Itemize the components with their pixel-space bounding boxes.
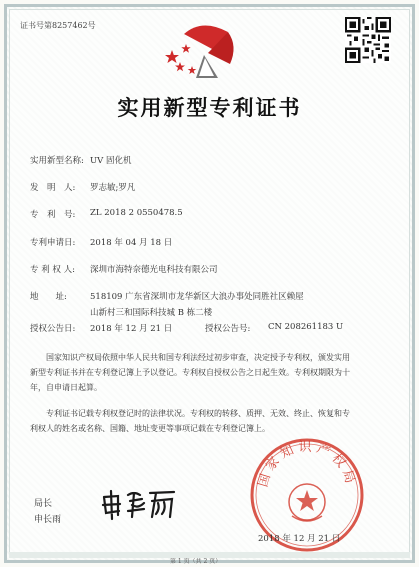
bottom-decorative-strip xyxy=(9,552,410,558)
inventor-value: 罗志敏;罗凡 xyxy=(90,183,136,193)
filing-date-label: 专利申请日: xyxy=(30,238,76,248)
grant-date-label: 授权公告日: xyxy=(30,324,76,334)
handwritten-signature-icon xyxy=(100,487,178,521)
address-line-1: 518109 广东省深圳市龙华新区大浪办事处同胜社区赖屋 xyxy=(90,292,304,302)
qr-code-icon xyxy=(345,17,391,63)
patent-no-value: ZL 2018 2 0550478.5 xyxy=(90,208,183,218)
certificate-number: 证书号第8257462号 xyxy=(20,21,96,30)
patent-no-label: 专 利 号: xyxy=(30,210,76,220)
holder-label: 专 利 权 人: xyxy=(30,265,75,275)
utility-name-label: 实用新型名称: xyxy=(30,156,84,166)
utility-name-value: UV 固化机 xyxy=(90,156,132,166)
inventor-label: 发 明 人: xyxy=(30,183,76,193)
address-label: 地 址: xyxy=(30,292,67,302)
paragraph-1-line-1: 国家知识产权局依照中华人民共和国专利法经过初步审查，决定授予专利权，颁发实用 xyxy=(46,353,350,362)
grant-date-value: 2018 年 12 月 21 日 xyxy=(90,324,173,334)
paragraph-1-line-3: 年，自申请日起算。 xyxy=(30,383,102,392)
holder-value: 深圳市海特奈德光电科技有限公司 xyxy=(90,265,218,275)
grant-no-value: CN 208261183 U xyxy=(268,322,344,332)
address-line-2: 山新村三和国际科技城 B 栋二楼 xyxy=(90,308,213,318)
seal-date: 2018 年 12 月 21 日 xyxy=(258,534,341,544)
page-title: 实用新型专利证书 xyxy=(117,95,302,120)
director-name: 申长雨 xyxy=(34,515,62,525)
svg-text:国家知识产权局: 国家知识产权局 xyxy=(255,440,359,489)
cnipa-emblem-icon xyxy=(158,20,248,82)
filing-date-value: 2018 年 04 月 18 日 xyxy=(90,238,173,248)
page-indicator: 第 1 页（共 2 页） xyxy=(170,558,222,565)
paragraph-2-line-2: 利权人的姓名或名称、国籍、地址变更等事项记载在专利登记簿上。 xyxy=(30,424,270,433)
paragraph-2-line-1: 专利证书记载专利权登记时的法律状况。专利权的转移、质押、无效、终止、恢复和专 xyxy=(46,409,350,418)
grant-no-label: 授权公告号: xyxy=(205,324,251,334)
paragraph-1-line-2: 新型专利证书并在专利登记簿上予以登记。专利权自授权公告之日起生效。专利权期限为十 xyxy=(30,368,350,377)
director-title: 局长 xyxy=(34,499,53,509)
